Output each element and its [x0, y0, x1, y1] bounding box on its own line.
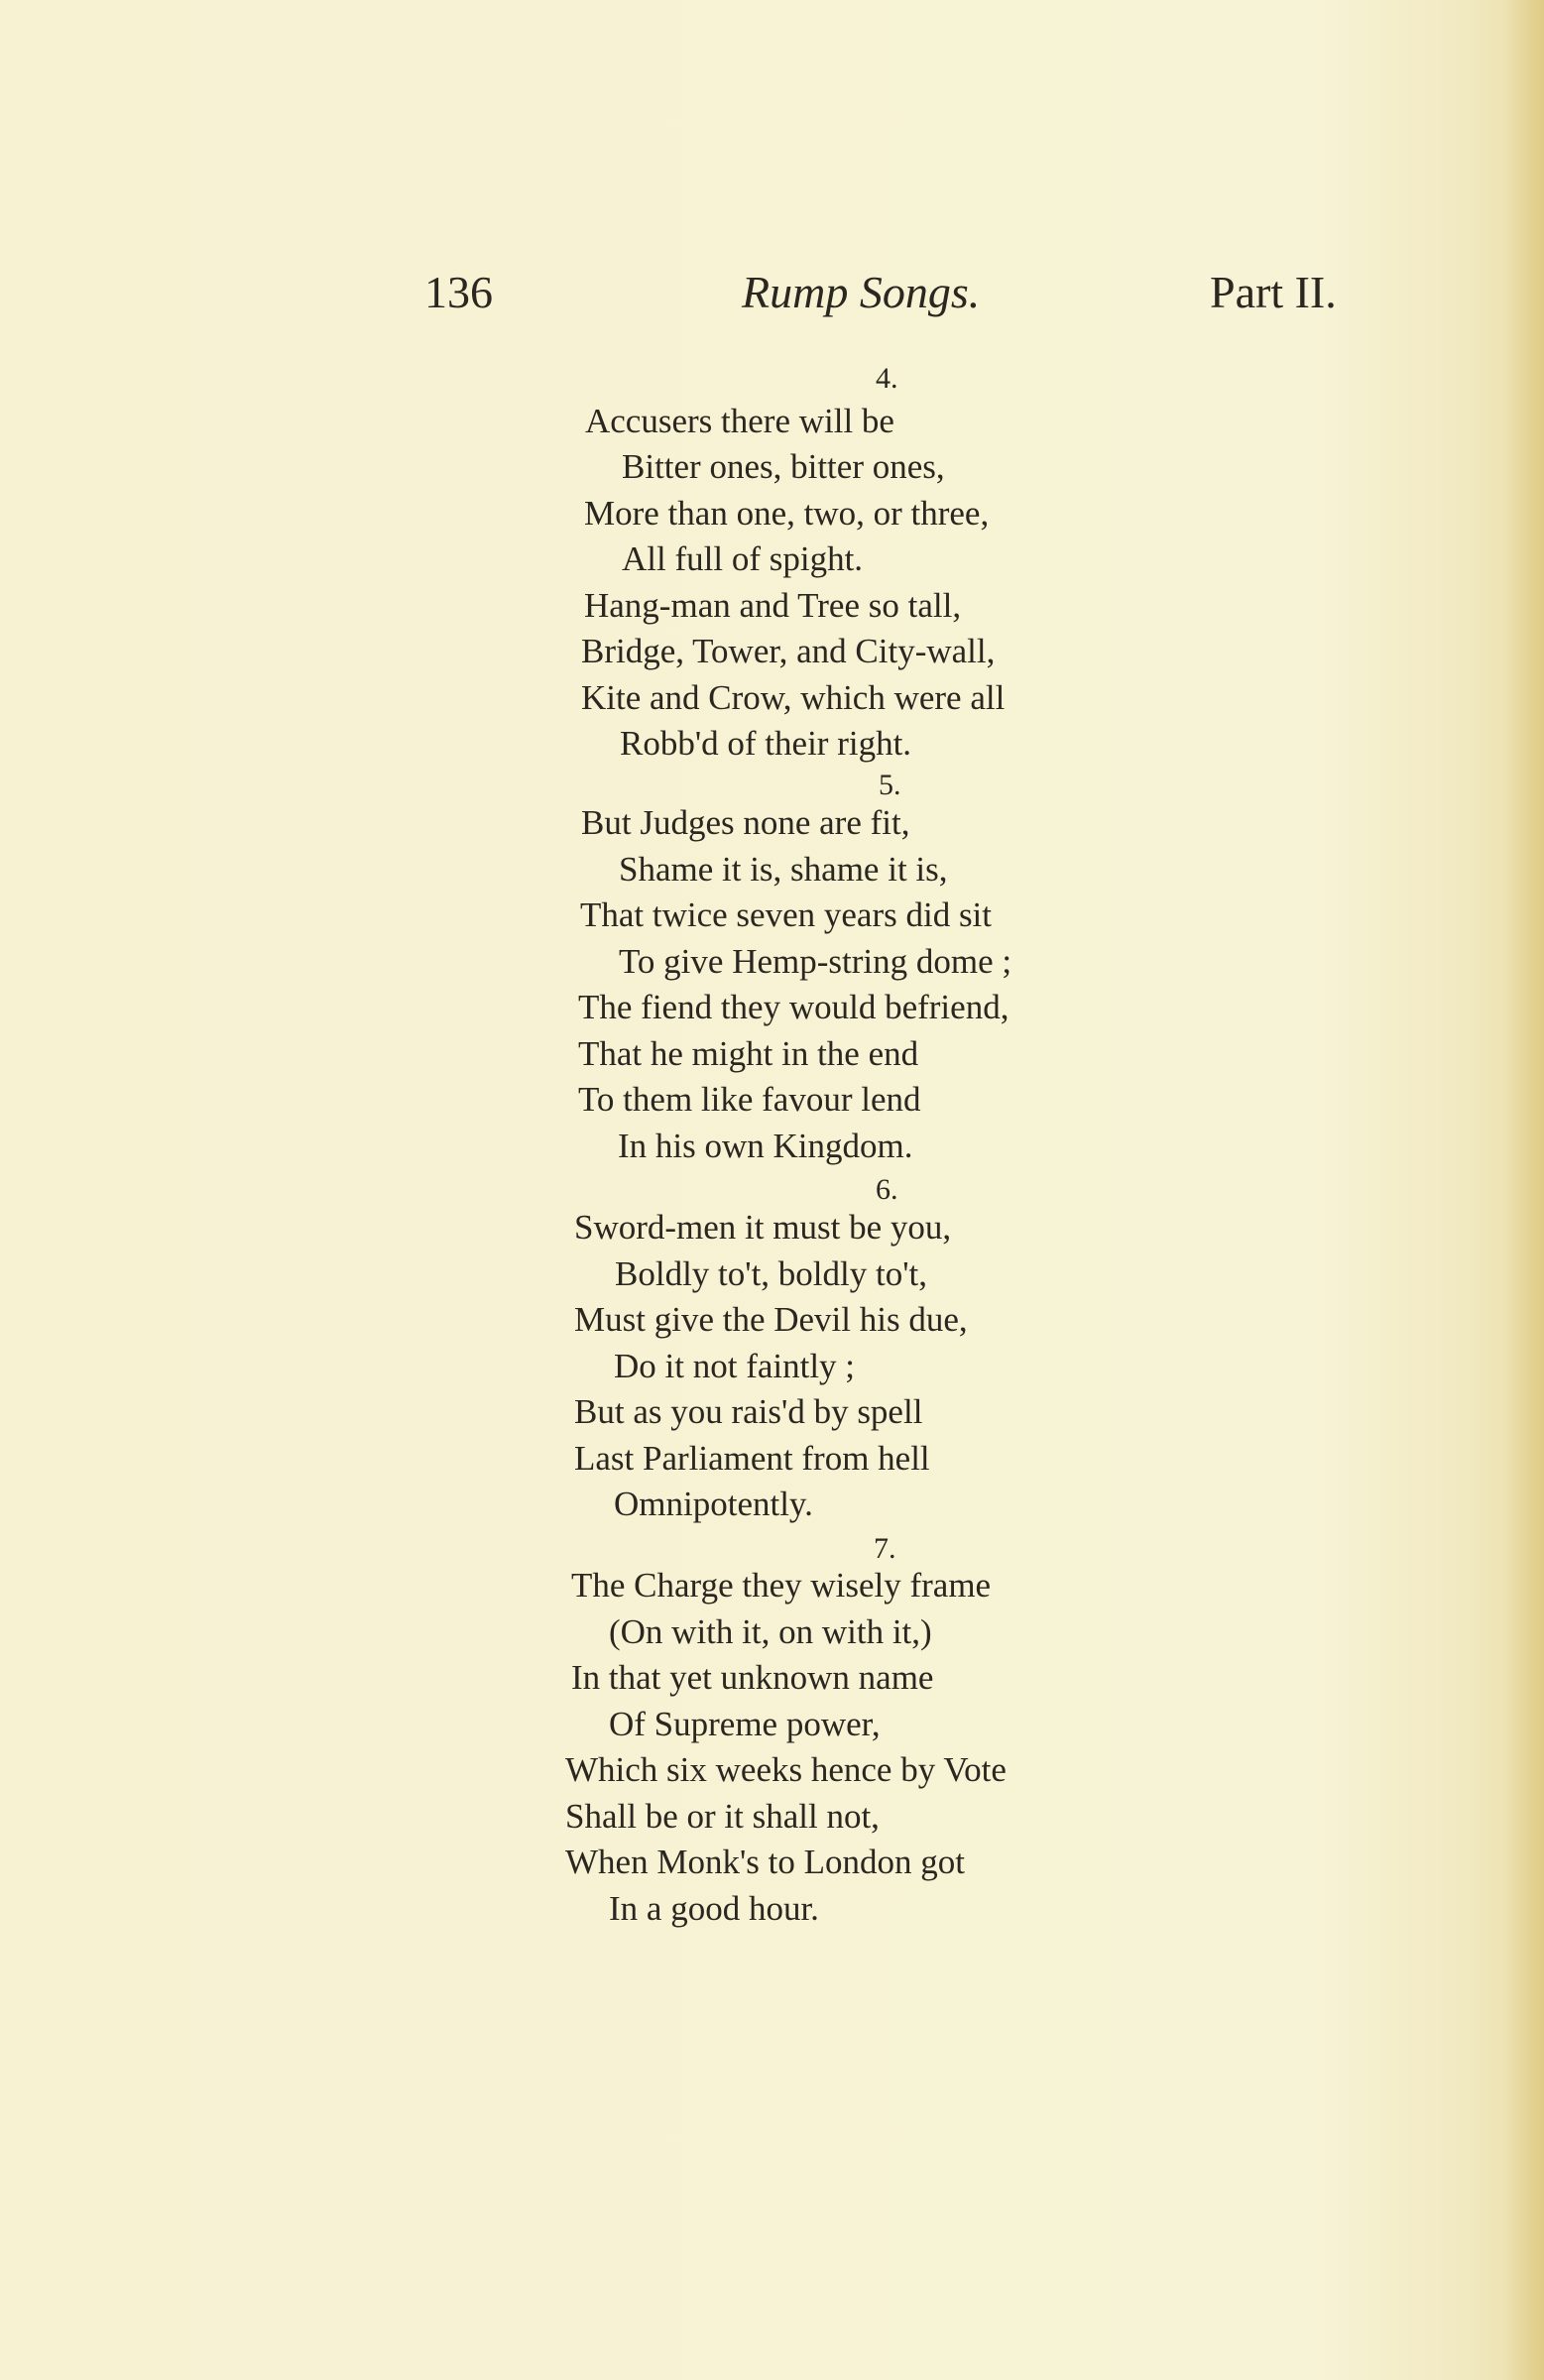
- poem-line: (On with it, on with it,): [609, 1612, 932, 1651]
- poem-line: In that yet unknown name: [571, 1658, 934, 1697]
- poem-line: Do it not faintly ;: [614, 1347, 856, 1385]
- poem-line: Accusers there will be: [585, 402, 894, 440]
- page-edge-shadow: [1504, 0, 1544, 2380]
- stanza-number: 5.: [879, 769, 901, 801]
- poem-line: In his own Kingdom.: [618, 1127, 913, 1165]
- poem-line: Bitter ones, bitter ones,: [622, 447, 945, 486]
- poem-line: To give Hemp-string dome ;: [619, 942, 1012, 981]
- poem-line: That twice seven years did sit: [580, 895, 993, 934]
- poem-line: But as you rais'd by spell: [574, 1392, 923, 1431]
- poem-line: That he might in the end: [578, 1034, 919, 1073]
- poem-line: To them like favour lend: [578, 1080, 921, 1119]
- poem-line: Sword-men it must be you,: [574, 1208, 952, 1247]
- poem-line: In a good hour.: [609, 1889, 819, 1928]
- poem-line: Must give the Devil his due,: [574, 1300, 968, 1339]
- running-title: Rump Songs.: [742, 267, 981, 317]
- page-number: 136: [424, 267, 493, 317]
- poem-line: Which six weeks hence by Vote: [565, 1750, 1007, 1789]
- poem-line: The Charge they wisely frame: [571, 1566, 992, 1605]
- poem-line: The fiend they would befriend,: [578, 988, 1010, 1026]
- poem-line: Shall be or it shall not,: [565, 1797, 880, 1836]
- poem-line: Bridge, Tower, and City-wall,: [581, 632, 996, 670]
- poem-line: Hang-man and Tree so tall,: [584, 586, 962, 625]
- poem-line: Kite and Crow, which were all: [581, 678, 1006, 717]
- stanza-number: 6.: [876, 1173, 898, 1206]
- stanza-number: 7.: [874, 1532, 896, 1565]
- part-label: Part II.: [1210, 267, 1337, 317]
- stanza-number: 4.: [876, 362, 898, 395]
- poem-line: Robb'd of their right.: [620, 724, 912, 763]
- poem-line: Boldly to't, boldly to't,: [615, 1254, 927, 1293]
- poem-line: But Judges none are fit,: [581, 803, 910, 842]
- poem-line: All full of spight.: [622, 539, 864, 578]
- page-header: [0, 266, 1544, 335]
- poem-line: Shame it is, shame it is,: [619, 850, 948, 889]
- poem-line: When Monk's to London got: [565, 1843, 965, 1881]
- poem-line: Of Supreme power,: [609, 1705, 881, 1743]
- poem-line: More than one, two, or three,: [584, 494, 990, 533]
- poem-line: Omnipotently.: [614, 1485, 813, 1523]
- poem-line: Last Parliament from hell: [574, 1439, 930, 1478]
